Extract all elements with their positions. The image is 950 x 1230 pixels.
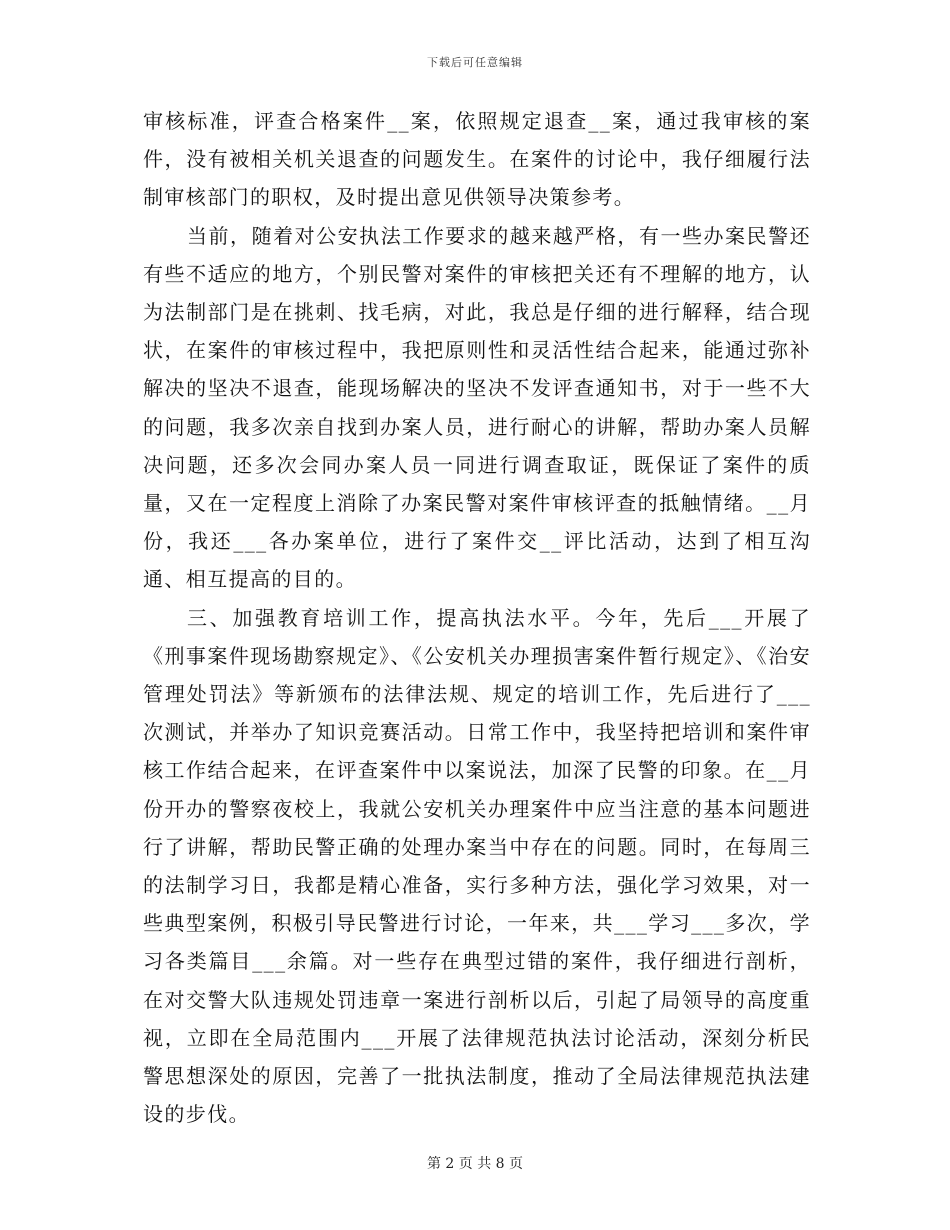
paragraph-training: 三、加强教育培训工作，提高执法水平。今年，先后___开展了《刑事案件现场勘察规定》、《公安机关办理损害案件暂行规定》、《治安管理处罚法》等新颁布的法律法规、规定的培训工作，先后进行了___次测试，并举办了知识竞赛活动。日常工作中，我坚持把培训和案件审核工作结合起来，在评查案件中以案说法，加深了民警的印象。在__月份开办的警察夜校上，我就公安机关办理案件中应当注意的基本问题进行了讲解，帮助民警正确的处理办案当中存在的问题。同时，在每周三的法制学习日，我都是精心准备，实行多种方法，强化学习效果，对一些典型案例，积极引导民警进行讨论，一年来，共___学习___多次，学习各类篇目___余篇。对一些存在典型过错的案件，我仔细进行剖析，在对交警大队违规处罚违章一案进行剖析以后，引起了局领导的高度重视，立即在全局范围内___开展了法律规范执法讨论活动，深刻分析民警思想深处的原因，完善了一批执法制度，推动了全局法律规范执法建设的步伐。 (143, 605, 811, 1127)
paragraph-review-explanation: 当前，随着对公安执法工作要求的越来越严格，有一些办案民警还有些不适应的地方，个别民警对案件的审核把关还有不理解的地方，认为法制部门是在挑刺、找毛病，对此，我总是仔细的进行解释，结合现状，在案件的审核过程中，我把原则性和灵活性结合起来，能通过弥补解决的坚决不退查，能现场解决的坚决不发评查通知书，对于一些不大的问题，我多次亲自找到办案人员，进行耐心的讲解，帮助办案人员解决问题，还多次会同办案人员一同进行调查取证，既保证了案件的质量，又在一定程度上消除了办案民警对案件审核评查的抵触情绪。__月份，我还___各办案单位，进行了案件交__评比活动，达到了相互沟通、相互提高的目的。 (143, 223, 811, 592)
paragraph-continuation: 审核标准，评查合格案件__案，依照规定退查__案，通过我审核的案件，没有被相关机关退查的问题发生。在案件的讨论中，我仔细履行法制审核部门的职权，及时提出意见供领导决策参考。 (143, 109, 811, 210)
page-header-note: 下载后可任意编辑 (427, 56, 523, 69)
page-number: 第 2 页 共 8 页 (426, 1156, 524, 1172)
document-body (143, 102, 811, 1133)
